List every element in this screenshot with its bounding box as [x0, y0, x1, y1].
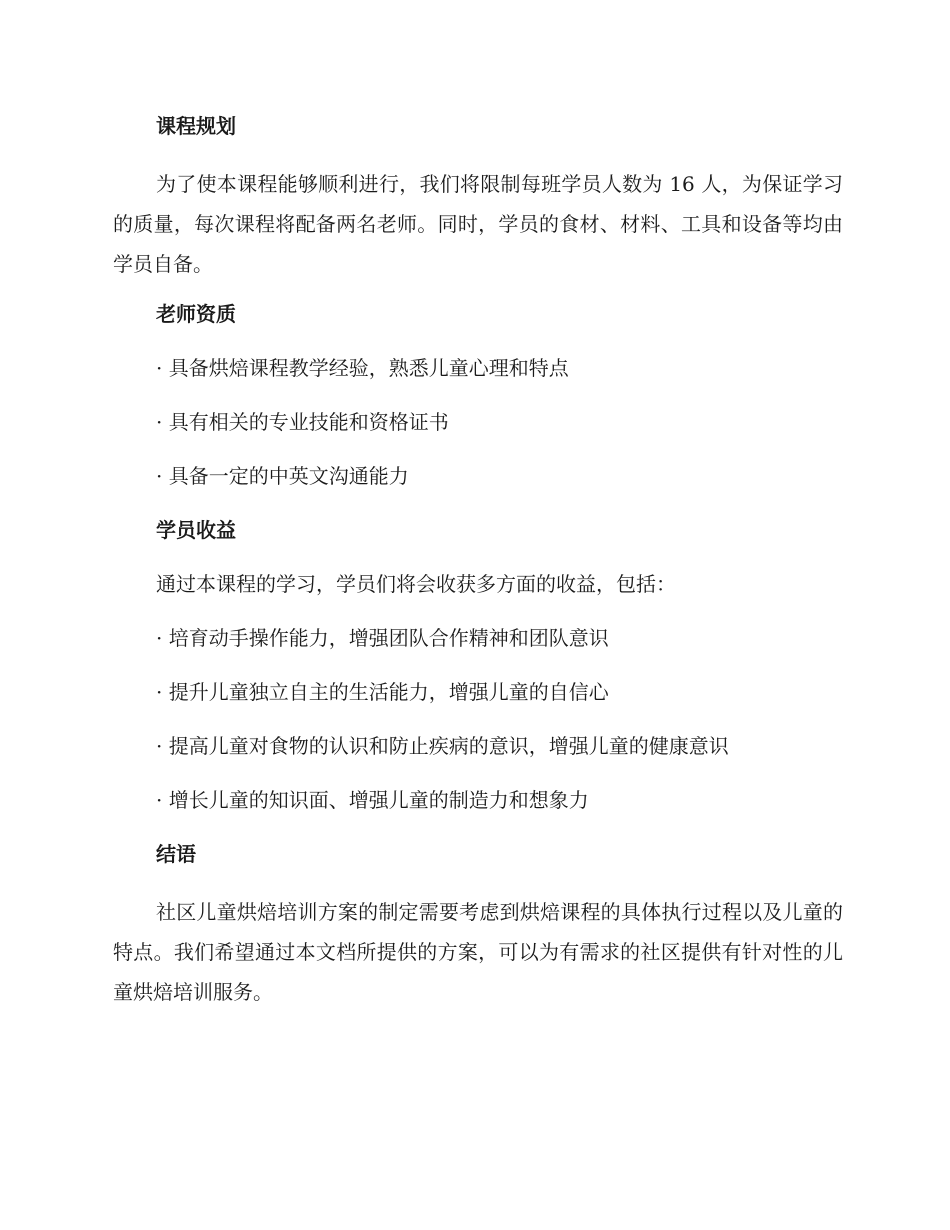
document-page [113, 110, 843, 1026]
benefit-item: · 提高儿童对食物的认识和防止疾病的意识，增强儿童的健康意识 [156, 734, 729, 758]
section-heading-benefits: 学员收益 [156, 518, 236, 542]
teacher-item: · 具备烘焙课程教学经验，熟悉儿童心理和特点 [156, 356, 569, 380]
conclusion-paragraph: 社区儿童烘焙培训方案的制定需要考虑到烘焙课程的具体执行过程以及儿童的特点。我们希望通过本文档所提供的方案，可以为有需求的社区提供有针对性的儿童烘焙培训服务。 [113, 900, 843, 1004]
section-heading-conclusion: 结语 [156, 842, 196, 866]
teacher-item: · 具有相关的专业技能和资格证书 [156, 410, 449, 434]
section-heading-teachers: 老师资质 [156, 302, 236, 326]
benefit-item: · 提升儿童独立自主的生活能力，增强儿童的自信心 [156, 680, 609, 704]
benefits-intro: 通过本课程的学习，学员们将会收获多方面的收益，包括： [156, 572, 676, 596]
section-heading-planning: 课程规划 [156, 114, 236, 138]
teacher-item: · 具备一定的中英文沟通能力 [156, 464, 409, 488]
benefit-item: · 培育动手操作能力，增强团队合作精神和团队意识 [156, 626, 609, 650]
benefit-item: · 增长儿童的知识面、增强儿童的制造力和想象力 [156, 788, 589, 812]
planning-paragraph: 为了使本课程能够顺利进行，我们将限制每班学员人数为 16 人，为保证学习的质量，每次课程将配备两名老师。同时，学员的食材、材料、工具和设备等均由学员自备。 [113, 172, 843, 276]
